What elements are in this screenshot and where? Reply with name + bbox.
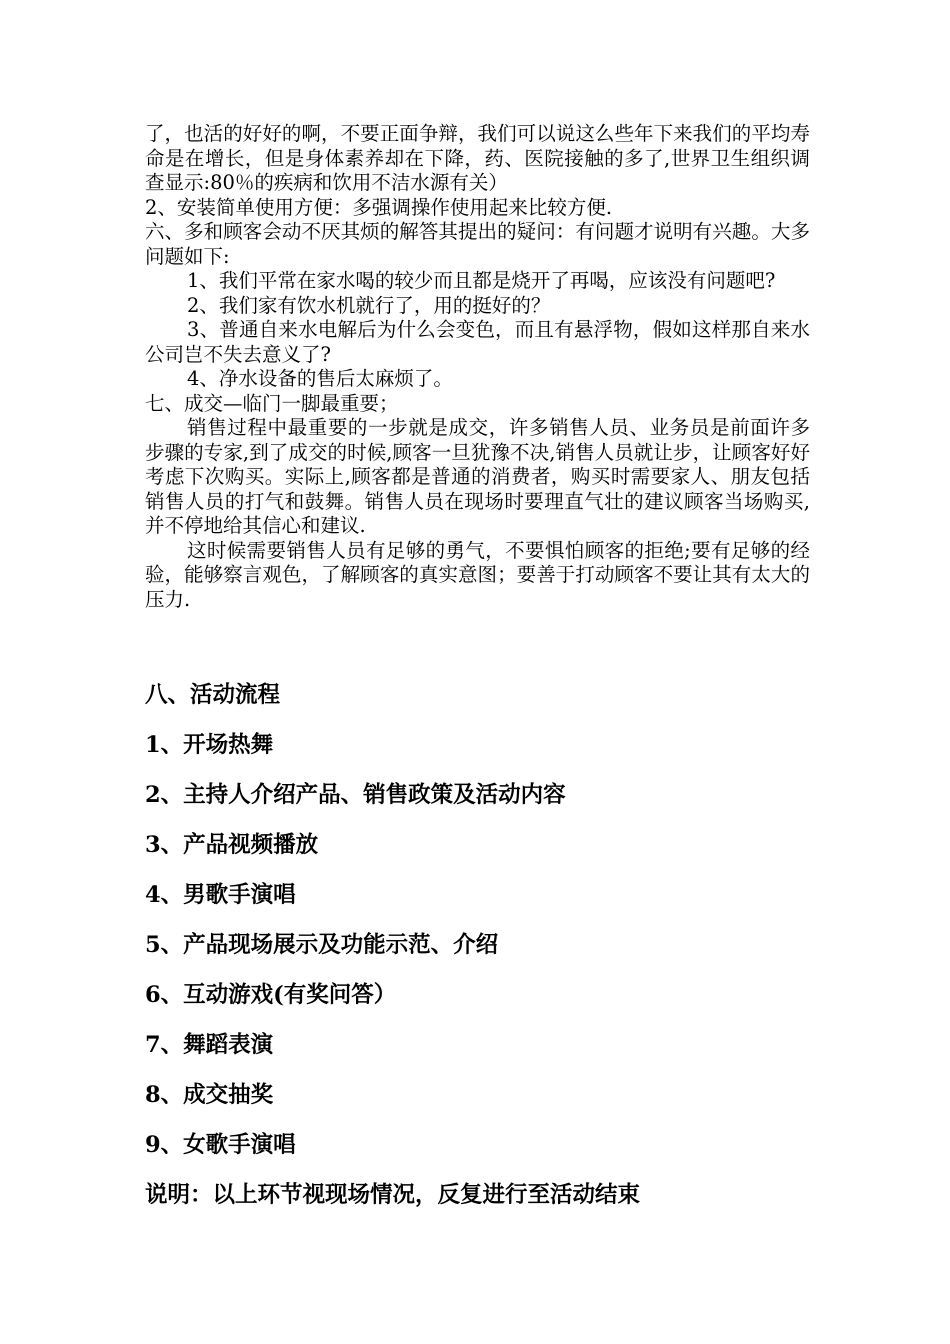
flow-item: 1、开场热舞 xyxy=(145,732,274,758)
paragraph-easy-install: 2、安装简单使用方便：多强调操作使用起来比较方便. xyxy=(145,195,613,219)
flow-item: 3、产品视频播放 xyxy=(145,832,319,858)
paragraph-courage: 这时候需要销售人员有足够的勇气，不要惧怕顾客的拒绝;要有足够的经验，能够察言观色，了解顾客的真实意图；要善于打动顾客不要让其有太大的压力. xyxy=(145,538,810,611)
flow-item: 2、主持人介绍产品、销售政策及活动内容 xyxy=(145,782,566,808)
question-3: 3、普通自来水电解后为什么会变色，而且有悬浮物，假如这样那自来水公司岂不失去意义了? xyxy=(145,318,810,366)
question-2: 2、我们家有饮水机就行了，用的挺好的？ xyxy=(187,293,551,317)
flow-item: 7、舞蹈表演 xyxy=(145,1032,274,1058)
body-text xyxy=(145,122,810,612)
flow-item: 9、女歌手演唱 xyxy=(145,1132,296,1158)
flow-item: 4、男歌手演唱 xyxy=(145,882,296,908)
activity-flow-section xyxy=(145,680,810,1230)
paragraph-health-argument: 了，也活的好好的啊，不要正面争辩，我们可以说这么些年下来我们的平均寿命是在增长，但是身体素养却在下降，药、医院接触的多了,世界卫生组织调查显示:80％的疾病和饮用不洁水源有关） xyxy=(145,122,810,194)
flow-item: 8、成交抽奖 xyxy=(145,1082,274,1108)
paragraph-closing-deal: 销售过程中最重要的一步就是成交，许多销售人员、业务员是前面许多步骤的专家,到了成交的时候,顾客一旦犹豫不决,销售人员就让步，让顾客好好考虑下次购买。实际上,顾客都是普通的消费者，购买时需要家人、朋友包括销售人员的打气和鼓舞。销售人员在现场时要理直气壮的建议顾客当场购买,并不停地给其信心和建议. xyxy=(145,416,810,537)
flow-item: 5、产品现场展示及功能示范、介绍 xyxy=(145,932,499,958)
section-six-heading: 六、多和顾客会动不厌其烦的解答其提出的疑问：有问题才说明有兴趣。大多问题如下: xyxy=(145,220,810,268)
activity-flow-heading: 八、活动流程 xyxy=(145,682,281,708)
section-seven-heading: 七、成交—临门一脚最重要； xyxy=(145,391,399,415)
flow-item: 6、互动游戏(有奖问答） xyxy=(145,982,397,1008)
flow-note: 说明：以上环节视现场情况，反复进行至活动结束 xyxy=(145,1182,641,1208)
question-4: 4、净水设备的售后太麻烦了。 xyxy=(187,367,453,390)
question-1: 1、我们平常在家水喝的较少而且都是烧开了再喝，应该没有问题吧? xyxy=(187,269,776,292)
